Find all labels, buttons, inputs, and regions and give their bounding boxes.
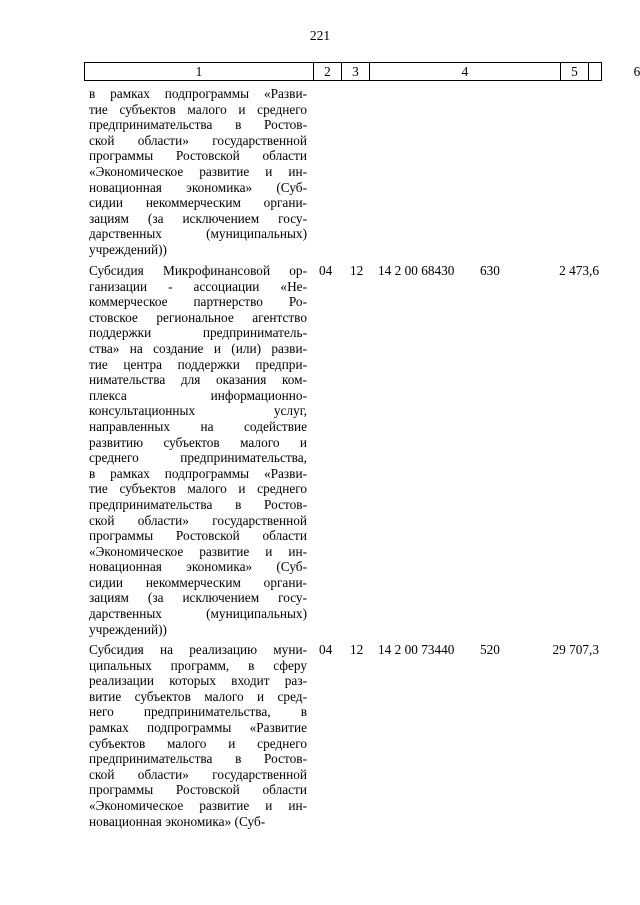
expense-type-code: 520 — [480, 642, 500, 657]
subsection-code: 12 — [350, 263, 364, 278]
description-line: дарственных (муниципальных) — [89, 606, 307, 622]
description-line: зациям (за исключением госу- — [89, 210, 307, 226]
description-line: программы Ростовской области — [89, 148, 307, 164]
description-line: предпринимательства в Ростов- — [89, 117, 307, 133]
description-line: предпринимательства в Ростов- — [89, 751, 307, 767]
description-line: новационная экономика» (Суб- — [89, 179, 307, 195]
description-line: новационная экономика» (Суб- — [89, 813, 266, 829]
description-line: плекса информационно- — [89, 387, 307, 403]
description-line: коммерческое партнерство Ро- — [89, 294, 307, 310]
header-col-4: 4 — [369, 63, 560, 80]
description-line: «Экономическое развитие и ин- — [89, 163, 307, 179]
description-line: поддержки предприниматель- — [89, 325, 307, 341]
header-col-6: 6 — [588, 63, 640, 80]
row-description — [89, 642, 307, 829]
description-line: «Экономическое развитие и ин- — [89, 797, 307, 813]
description-line: ства» на создание и (или) разви- — [89, 340, 307, 356]
description-line: «Экономическое развитие и ин- — [89, 543, 307, 559]
description-line: реализации которых входит раз- — [89, 673, 307, 689]
header-col-5: 5 — [560, 63, 588, 80]
header-col-1: 1 — [195, 64, 203, 79]
description-line: в рамках подпрограммы «Разви- — [89, 465, 307, 481]
description-line: нимательства для оказания ком- — [89, 372, 307, 388]
description-line: новационная экономика» (Суб- — [89, 559, 307, 575]
amount-value: 2 473,6 — [559, 263, 599, 278]
description-line: учреждений)) — [89, 621, 167, 637]
description-line: учреждений)) — [89, 241, 167, 257]
description-line: ской области» государственной — [89, 132, 307, 148]
table-row — [0, 263, 640, 637]
table-row — [0, 86, 640, 258]
amount-value: 29 707,3 — [552, 642, 599, 657]
target-article-code: 14 2 00 68430 — [378, 263, 455, 278]
description-line: сидии некоммерческим органи- — [89, 195, 307, 211]
section-code: 04 — [319, 642, 333, 657]
description-line: субъектов малого и среднего — [89, 735, 307, 751]
description-line: Субсидия Микрофинансовой ор- — [89, 263, 307, 278]
description-line: ской области» государственной — [89, 766, 307, 782]
description-line: ципальных программ, в сферу — [89, 657, 307, 673]
description-line: программы Ростовской области — [89, 528, 307, 544]
description-line: сидии некоммерческим органи- — [89, 574, 307, 590]
row-description — [89, 263, 307, 637]
description-line: развитию субъектов малого и — [89, 434, 307, 450]
description-line: ской области» государственной — [89, 512, 307, 528]
description-line: среднего предпринимательства, — [89, 450, 307, 466]
description-line: дарственных (муниципальных) — [89, 226, 307, 242]
header-col-3: 3 — [341, 63, 369, 80]
subsection-code: 12 — [350, 642, 364, 657]
description-line: предпринимательства в Ростов- — [89, 496, 307, 512]
description-line: тие центра поддержки предпри- — [89, 356, 307, 372]
expense-type-code: 630 — [480, 263, 500, 278]
description-line: тие субъектов малого и среднего — [89, 101, 307, 117]
section-code: 04 — [319, 263, 333, 278]
description-line: ганизации - ассоциации «Не- — [89, 278, 307, 294]
description-line: него предпринимательства, в — [89, 704, 307, 720]
description-line: в рамках подпрограммы «Разви- — [89, 86, 307, 101]
table-header-row — [84, 62, 640, 81]
target-article-code: 14 2 00 73440 — [378, 642, 455, 657]
table-row — [0, 642, 640, 829]
description-line: витие субъектов малого и сред- — [89, 688, 307, 704]
description-line: программы Ростовской области — [89, 782, 307, 798]
description-line: зациям (за исключением госу- — [89, 590, 307, 606]
description-line: консультационных услуг, — [89, 403, 307, 419]
description-line: стовское региональное агентство — [89, 309, 307, 325]
description-line: направленных на содействие — [89, 418, 307, 434]
description-line: Субсидия на реализацию муни- — [89, 642, 307, 657]
page-number: 221 — [309, 28, 331, 43]
header-col-2: 2 — [313, 63, 341, 80]
description-line: тие субъектов малого и среднего — [89, 481, 307, 497]
description-line: рамках подпрограммы «Развитие — [89, 719, 307, 735]
row-description — [89, 86, 307, 258]
